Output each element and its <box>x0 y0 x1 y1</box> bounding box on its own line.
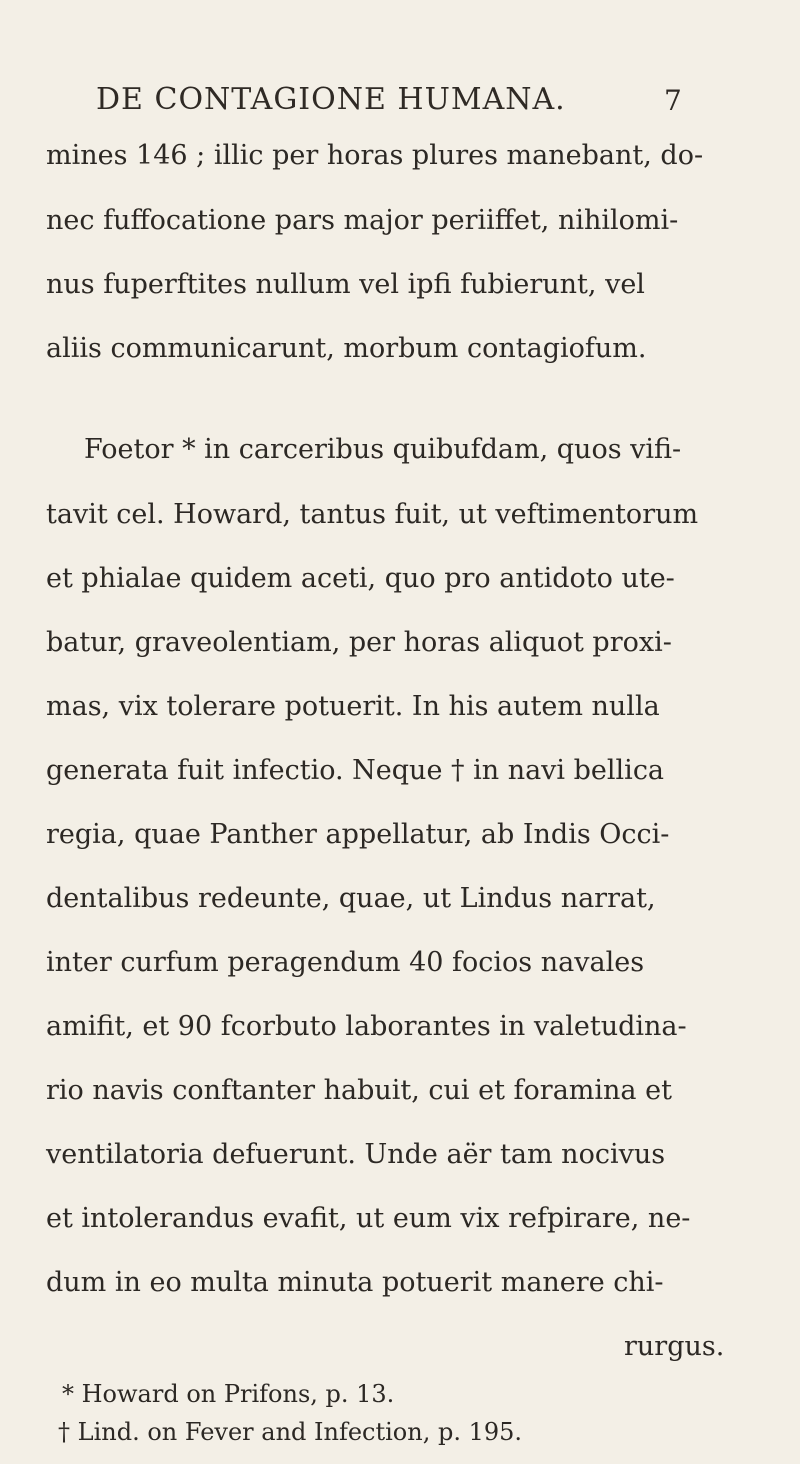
text-line: et phialae quidem aceti, quo pro antidoto ute- <box>46 563 675 594</box>
text-line: generata fuit infectio. Neque † in navi bellica <box>46 755 665 786</box>
text-line: aliis communicarunt, morbum contagiofum. <box>46 333 647 364</box>
text-line: dentalibus redeunte, quae, ut Lindus narrat, <box>46 883 656 914</box>
footnote: * Howard on Prifons, p. 13. <box>62 1380 395 1408</box>
text-line: batur, graveolentiam, per horas aliquot proxi- <box>46 627 672 658</box>
text-line: ventilatoria defuerunt. Unde aër tam nocivus <box>46 1139 666 1170</box>
running-head: DE CONTAGIONE HUMANA. <box>96 82 566 117</box>
footnote: † Lind. on Fever and Infection, p. 195. <box>58 1418 523 1446</box>
text-line: mines 146 ; illic per horas plures manebant, do- <box>46 140 704 171</box>
text-line: rio navis conftanter habuit, cui et foramina et <box>46 1075 672 1106</box>
text-line: regia, quae Panther appellatur, ab Indis Occi- <box>46 819 670 850</box>
text-line: tavit cel. Howard, tantus fuit, ut veftimentorum <box>46 499 699 530</box>
text-line: inter curfum peragendum 40 focios navales <box>46 947 645 978</box>
text-line: amifit, et 90 fcorbuto laborantes in valetudina- <box>46 1011 687 1042</box>
text-line: et intolerandus evafit, ut eum vix refpirare, ne- <box>46 1203 691 1234</box>
catchword: rurgus. <box>624 1331 725 1362</box>
page-number: 7 <box>664 84 682 117</box>
text-line: nus fuperftites nullum vel ipfi fubierunt, vel <box>46 269 645 300</box>
text-line: Foetor * in carceribus quibufdam, quos vifi- <box>84 434 682 465</box>
text-line: nec fuffocatione pars major periiffet, nihilomi- <box>46 205 679 236</box>
text-line: mas, vix tolerare potuerit. In his autem nulla <box>46 691 660 722</box>
text-line: dum in eo multa minuta potuerit manere chi- <box>46 1267 664 1298</box>
